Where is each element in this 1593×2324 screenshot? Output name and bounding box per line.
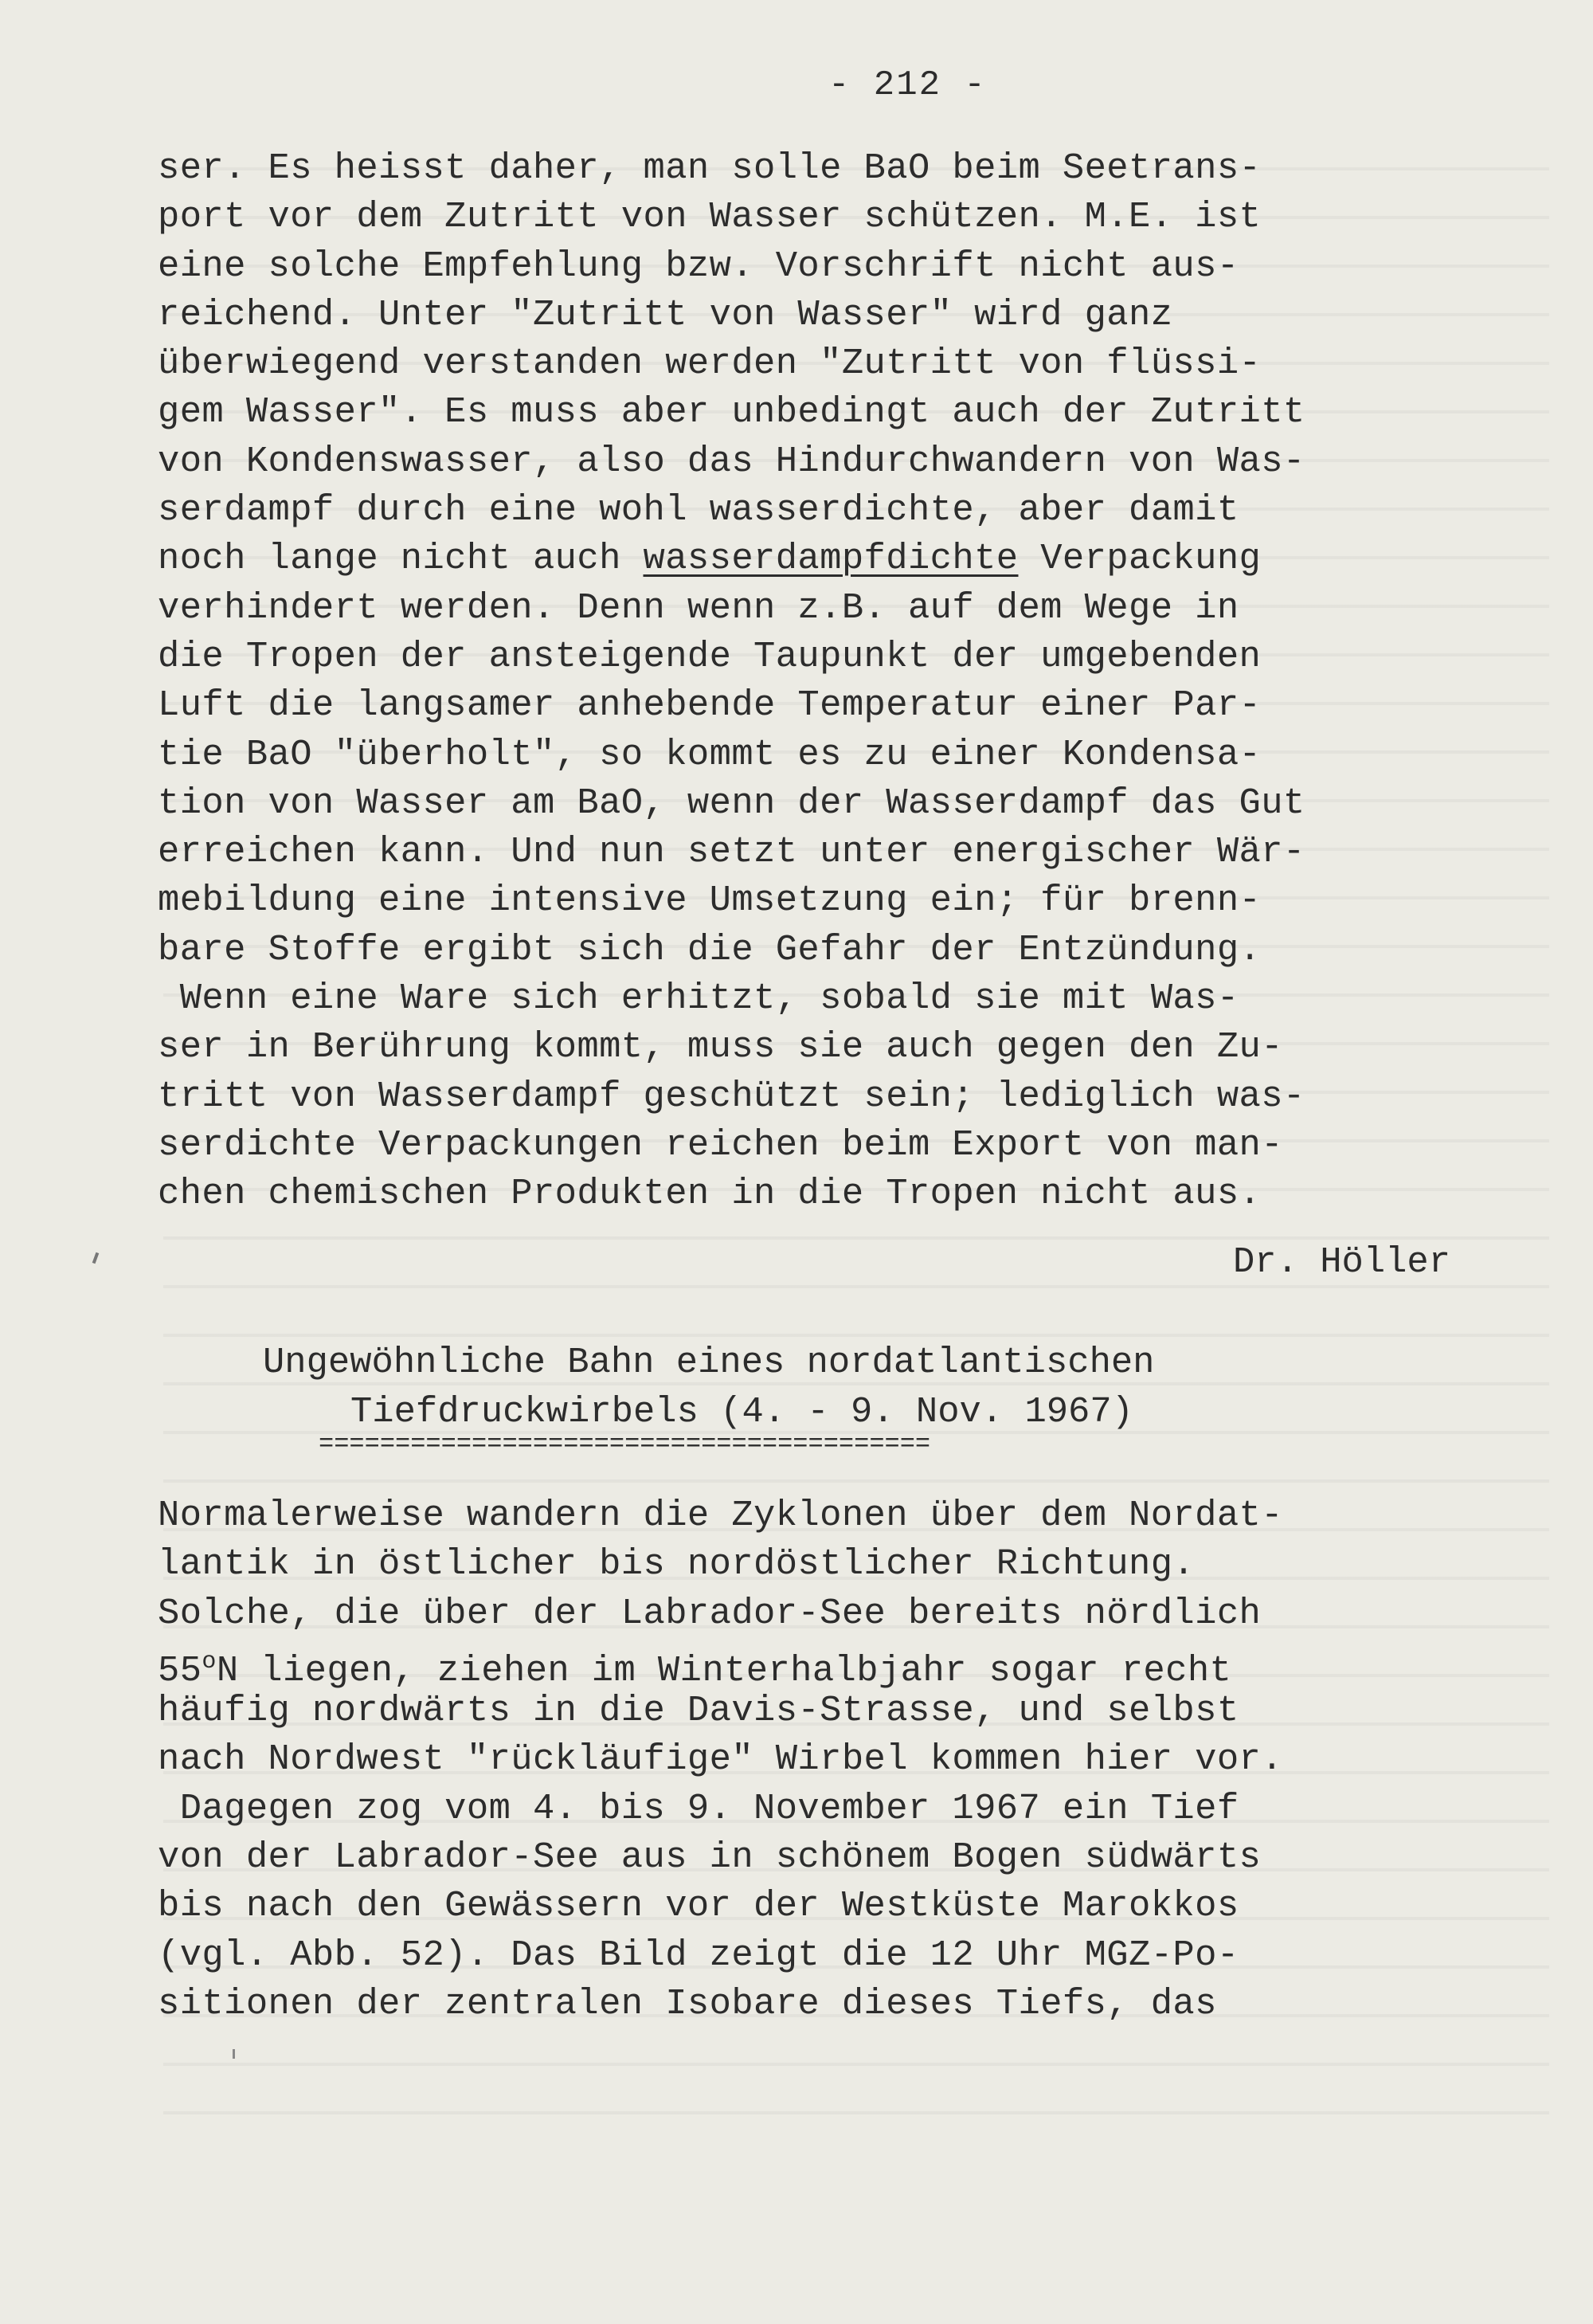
text-line: Dagegen zog vom 4. bis 9. November 1967 ein Tief [158,1787,1239,1829]
text-line [158,535,1305,583]
text-line [158,1638,1283,1692]
text-segment: 55 [158,1650,202,1692]
text-line: chen chemischen Produkten in die Tropen nicht aus. [158,1173,1262,1215]
text-line: nach Nordwest "rückläufige" Wirbel kommen hier vor. [158,1738,1283,1781]
text-line: ser in Berührung kommt, muss sie auch gegen den Zu- [158,1026,1283,1068]
page-number: - 212 - [828,65,987,105]
text-line: von Kondenswasser, also das Hindurchwandern von Was- [158,440,1305,482]
author-signature: Dr. Höller [1233,1241,1451,1283]
text-line: tion von Wasser am BaO, wenn der Wasserdampf das Gut [158,782,1305,824]
text-line: port vor dem Zutritt von Wasser schützen. M.E. ist [158,196,1262,238]
text-segment: Verpackung [1018,538,1262,580]
underlined-term: wasserdampfdichte [643,538,1019,580]
paragraph-block-2 [158,1491,1283,2028]
text-line: tritt von Wasserdampf geschützt sein; lediglich was- [158,1075,1305,1117]
text-line: gem Wasser". Es muss aber unbedingt auch der Zutritt [158,391,1305,433]
text-line: Luft die langsamer anhebende Temperatur einer Par- [158,684,1262,727]
text-segment: noch lange nicht auch [158,538,644,580]
section-heading-line-2: Tiefdruckwirbels (4. - 9. Nov. 1967) [350,1391,1133,1432]
text-line: ser. Es heisst daher, man solle BaO beim Seetrans- [158,147,1262,189]
text-line: die Tropen der ansteigende Taupunkt der umgebenden [158,635,1262,677]
heading-double-rule: ======================================== [319,1429,931,1459]
text-line: überwiegend verstanden werden "Zutritt von flüssi- [158,343,1262,385]
section-heading-line-1: Ungewöhnliche Bahn eines nordatlantischen [263,1342,1155,1383]
paragraph-block-1 [158,144,1305,1219]
text-line: erreichen kann. Und nun setzt unter energischer Wär- [158,831,1305,873]
text-line: tie BaO "überholt", so kommt es zu einer Kondensa- [158,733,1262,775]
text-line: Solche, die über der Labrador-See bereits nördlich [158,1592,1262,1634]
text-line: von der Labrador-See aus in schönem Bogen südwärts [158,1836,1262,1879]
stray-pencil-mark [233,2049,235,2059]
text-line: (vgl. Abb. 52). Das Bild zeigt die 12 Uhr MGZ-Po- [158,1934,1239,1976]
text-line: eine solche Empfehlung bzw. Vorschrift nicht aus- [158,245,1239,287]
text-line: Wenn eine Ware sich erhitzt, sobald sie mit Was- [158,978,1239,1020]
text-line: serdampf durch eine wohl wasserdichte, aber damit [158,489,1239,531]
text-line: serdichte Verpackungen reichen beim Export von man- [158,1123,1283,1166]
degree-superscript: o [202,1648,217,1675]
text-line: sitionen der zentralen Isobare dieses Tiefs, das [158,1982,1217,2024]
text-line: Normalerweise wandern die Zyklonen über dem Nordat- [158,1495,1283,1536]
text-line: bis nach den Gewässern vor der Westküste Marokkos [158,1885,1239,1927]
stray-pencil-mark [92,1252,100,1264]
text-line: mebildung eine intensive Umsetzung ein; für brenn- [158,880,1262,922]
text-segment: N liegen, ziehen im Winterhalbjahr sogar recht [216,1650,1232,1692]
text-line: lantik in östlicher bis nordöstlicher Richtung. [158,1543,1196,1585]
text-line: häufig nordwärts in die Davis-Strasse, und selbst [158,1690,1239,1732]
text-line: reichend. Unter "Zutritt von Wasser" wird ganz [158,293,1173,335]
text-line: verhindert werden. Denn wenn z.B. auf dem Wege in [158,586,1239,629]
text-line: bare Stoffe ergibt sich die Gefahr der Entzündung. [158,928,1262,970]
